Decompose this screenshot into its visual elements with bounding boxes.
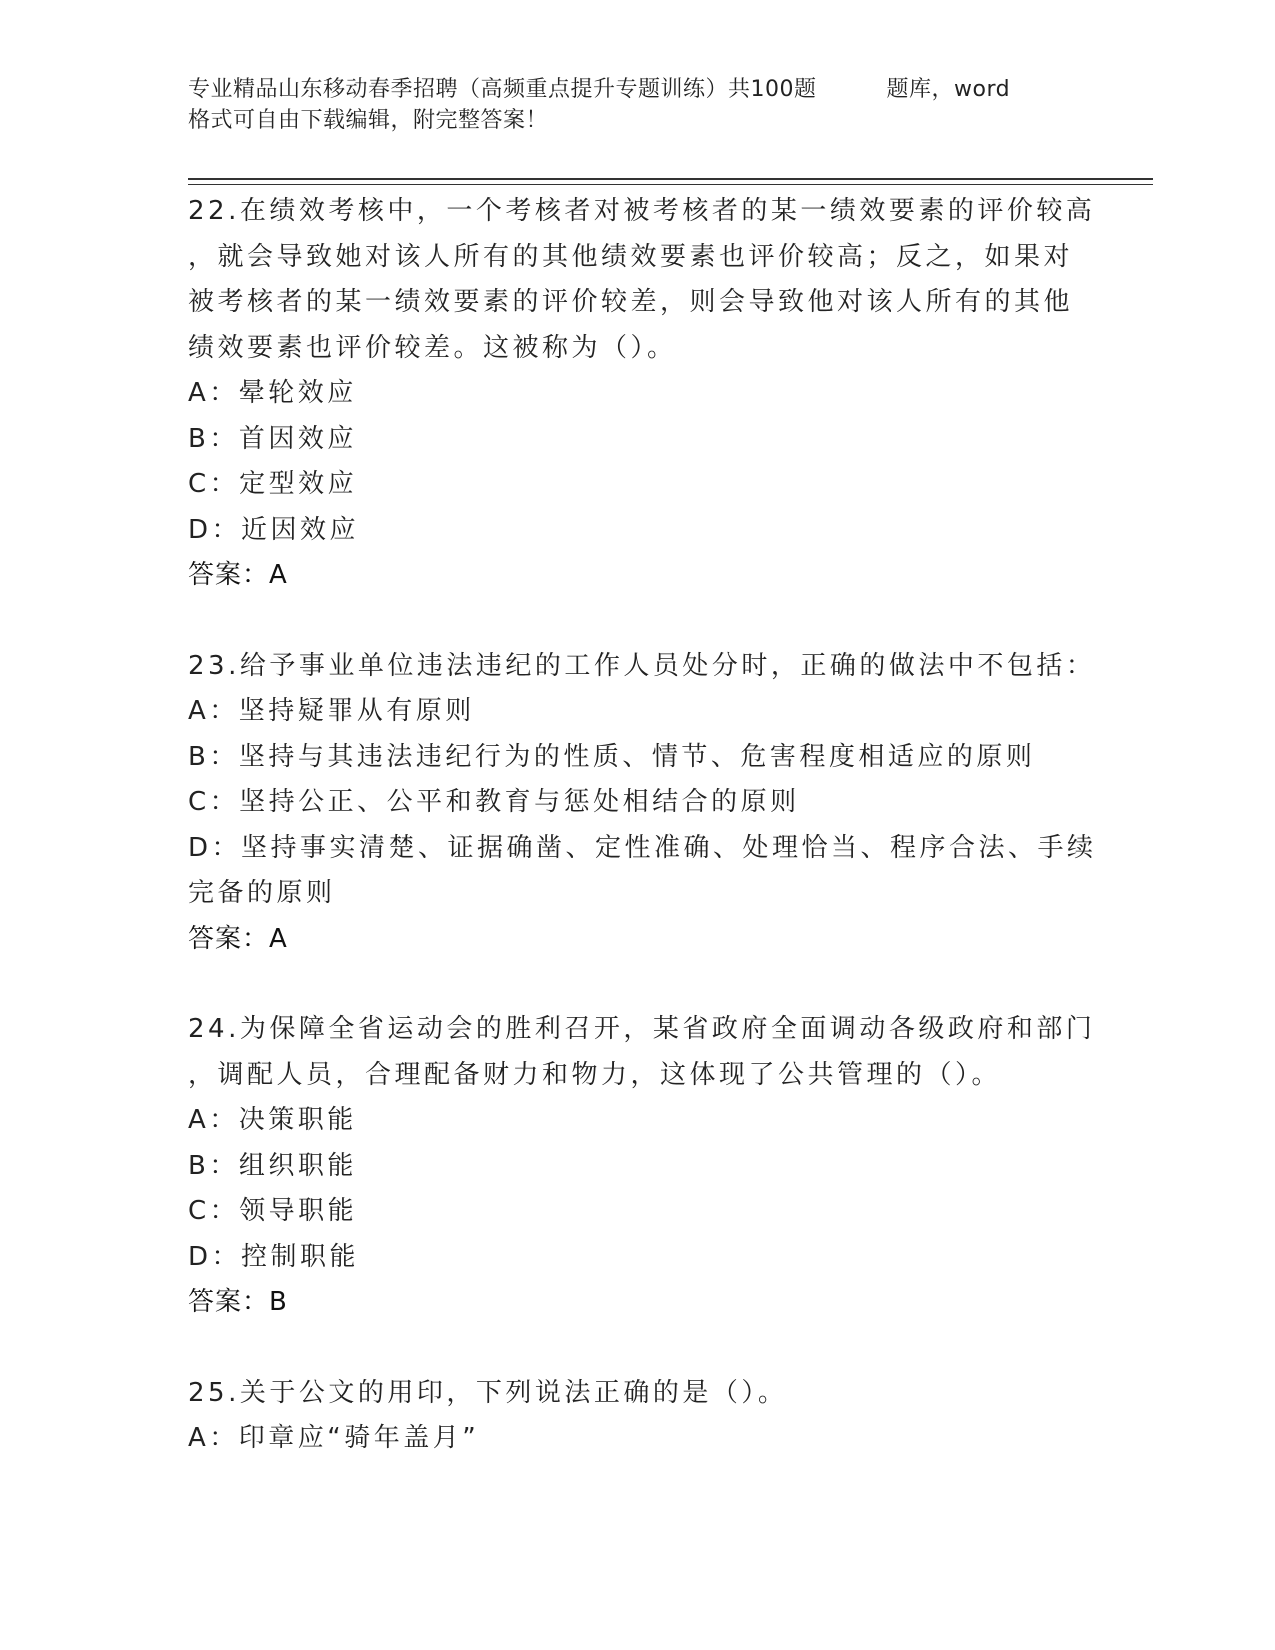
option-d: D：近因效应 <box>188 514 360 545</box>
question-stem-line: 22.在绩效考核中，一个考核者对被考核者的某一绩效要素的评价较高 <box>188 196 1096 226</box>
question-stem-line: 绩效要素也评价较差。这被称为（）。 <box>188 332 677 363</box>
header-title-suffix: 题库，word <box>886 77 1011 102</box>
answer-text: 答案：B <box>188 1287 288 1317</box>
question-spacer <box>188 962 1088 1007</box>
option-b: B：组织职能 <box>188 1150 357 1181</box>
option-c: C：坚持公正、公平和教育与惩处相结合的原则 <box>188 787 800 817</box>
question-stem-line: 24.为保障全省运动会的胜利召开，某省政府全面调动各级政府和部门 <box>188 1014 1096 1044</box>
header-divider-thin <box>188 184 1153 185</box>
option-c: C：领导职能 <box>188 1196 358 1226</box>
option-a: A：印章应“骑年盖月” <box>188 1423 480 1453</box>
option-b: B：坚持与其违法违纪行为的性质、情节、危害程度相适应的原则 <box>188 741 1036 772</box>
header-line-1 <box>188 74 1088 105</box>
option-a: A：坚持疑罪从有原则 <box>188 696 475 726</box>
answer-text: 答案：A <box>188 923 288 954</box>
question-25 <box>188 1371 1088 1462</box>
option-c: C：定型效应 <box>188 469 358 499</box>
option-a: A：晕轮效应 <box>188 378 357 408</box>
answer-text: 答案：A <box>188 560 288 590</box>
question-stem-line: 25.关于公文的用印，下列说法正确的是（）。 <box>188 1377 788 1408</box>
header-divider-thick <box>188 178 1153 180</box>
question-22 <box>188 189 1096 599</box>
question-stem-line: 23.给予事业单位违法违纪的工作人员处分时，正确的做法中不包括： <box>188 650 1096 681</box>
option-a: A：决策职能 <box>188 1105 357 1135</box>
header-line-2: 格式可自由下载编辑，附完整答案！ <box>188 108 549 133</box>
header-title: 专业精品山东移动春季招聘（高频重点提升专题训练）共100题 <box>188 77 817 102</box>
option-d-continued: 完备的原则 <box>188 878 336 908</box>
question-23 <box>188 644 1097 963</box>
question-stem-line: ，就会导致她对该人所有的其他绩效要素也评价较高；反之，如果对 <box>188 241 1074 272</box>
question-24 <box>188 1007 1096 1326</box>
page-header <box>188 74 1088 136</box>
option-d: D：坚持事实清楚、证据确凿、定性准确、处理恰当、程序合法、手续 <box>188 832 1097 863</box>
option-b: B：首因效应 <box>188 423 357 454</box>
question-stem-line: 被考核者的某一绩效要素的评价较差，则会导致他对该人所有的其他 <box>188 287 1074 317</box>
option-d: D：控制职能 <box>188 1241 360 1272</box>
question-list <box>188 189 1097 1462</box>
question-spacer <box>188 1326 1088 1371</box>
question-stem-line: ，调配人员，合理配备财力和物力，这体现了公共管理的（）。 <box>188 1059 1002 1090</box>
question-spacer <box>188 599 1088 644</box>
